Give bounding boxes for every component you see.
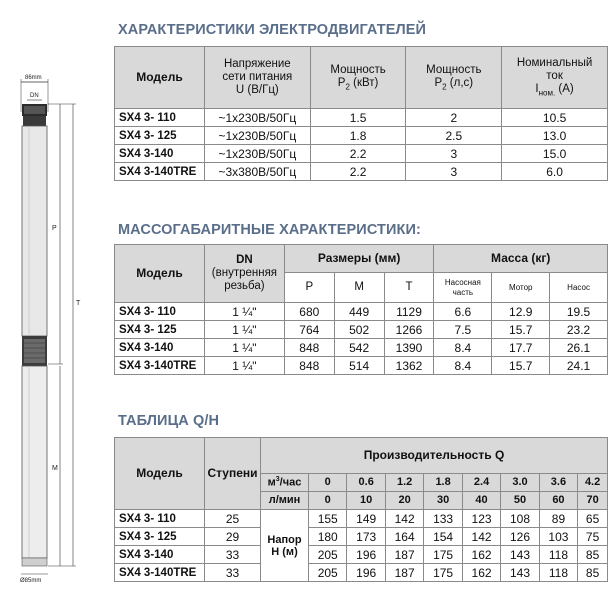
head-cell: 180 bbox=[309, 528, 347, 546]
bottom-width-label: Ø85mm bbox=[20, 578, 42, 584]
table-row bbox=[115, 546, 608, 564]
model-cell: SX4 3- 110 bbox=[115, 510, 205, 528]
voltage-cell: ~1x230В/50Гц bbox=[204, 109, 310, 127]
header-power-kw: Мощность $P_2$ (кВт) bbox=[310, 47, 406, 109]
head-cell: 196 bbox=[347, 546, 385, 564]
pump-part-cell: 7.5 bbox=[434, 321, 492, 339]
flow-lmin-cell: 10 bbox=[347, 492, 385, 510]
p-cell: 680 bbox=[284, 303, 334, 321]
pump-cell: 19.5 bbox=[550, 303, 608, 321]
stages-cell: 29 bbox=[205, 528, 261, 546]
t-cell: 1362 bbox=[384, 357, 434, 375]
model-cell: SX4 3- 125 bbox=[115, 321, 205, 339]
header-sizes: Размеры (мм) bbox=[284, 245, 434, 273]
model-cell: SX4 3- 110 bbox=[115, 109, 205, 127]
head-cell: 205 bbox=[309, 564, 347, 582]
dn-cell: 1 ¼" bbox=[204, 357, 284, 375]
voltage-cell: ~3x380В/50Гц bbox=[204, 163, 310, 181]
table-row bbox=[115, 528, 608, 546]
head-cell: 173 bbox=[347, 528, 385, 546]
p-cell: 848 bbox=[284, 357, 334, 375]
head-cell: 89 bbox=[539, 510, 577, 528]
table-row bbox=[115, 145, 608, 163]
voltage-cell: ~1x230В/50Гц bbox=[204, 127, 310, 145]
t-cell: 1266 bbox=[384, 321, 434, 339]
pump-part-cell: 6.6 bbox=[434, 303, 492, 321]
head-cell: 118 bbox=[539, 546, 577, 564]
head-cell: 133 bbox=[424, 510, 462, 528]
flow-lmin-cell: 20 bbox=[385, 492, 423, 510]
head-cell: 175 bbox=[424, 546, 462, 564]
table-row bbox=[115, 339, 608, 357]
flow-lmin-cell: 70 bbox=[578, 492, 608, 510]
flow-m3h-cell: 1.8 bbox=[424, 474, 462, 492]
pump-cell: 24.1 bbox=[550, 357, 608, 375]
head-cell: 205 bbox=[309, 546, 347, 564]
table-row bbox=[115, 303, 608, 321]
p-cell: 764 bbox=[284, 321, 334, 339]
head-cell: 154 bbox=[424, 528, 462, 546]
power-hp-cell: 3 bbox=[406, 145, 502, 163]
p-label: P bbox=[52, 225, 57, 232]
pump-dimension-drawing bbox=[0, 60, 110, 600]
qh-table bbox=[114, 437, 608, 582]
m-cell: 514 bbox=[334, 357, 384, 375]
flow-lmin-cell: 60 bbox=[539, 492, 577, 510]
model-cell: SX4 3-140 bbox=[115, 145, 205, 163]
pump-cell: 23.2 bbox=[550, 321, 608, 339]
motor-cell: 17.7 bbox=[492, 339, 550, 357]
model-cell: SX4 3- 125 bbox=[115, 127, 205, 145]
m-label: M bbox=[52, 465, 58, 472]
flow-m3h-cell: 0.6 bbox=[347, 474, 385, 492]
header-pump-part: Насосная часть bbox=[434, 273, 492, 303]
table-row bbox=[115, 564, 608, 582]
header-mass: Масса (кг) bbox=[434, 245, 608, 273]
head-cell: 85 bbox=[578, 546, 608, 564]
head-cell: 142 bbox=[385, 510, 423, 528]
head-cell: 155 bbox=[309, 510, 347, 528]
header-productivity: Производительность Q bbox=[261, 438, 608, 474]
head-cell: 85 bbox=[578, 564, 608, 582]
dn-cell: 1 ¼" bbox=[204, 339, 284, 357]
flow-m3h-cell: 1.2 bbox=[385, 474, 423, 492]
t-cell: 1129 bbox=[384, 303, 434, 321]
top-width-label: 86mm bbox=[25, 75, 42, 81]
m-cell: 502 bbox=[334, 321, 384, 339]
header-stages: Ступени bbox=[205, 438, 261, 510]
head-cell: 142 bbox=[462, 528, 500, 546]
head-cell: 75 bbox=[578, 528, 608, 546]
current-cell: 15.0 bbox=[502, 145, 608, 163]
header-m3h: $м^3$/час bbox=[261, 474, 309, 492]
head-cell: 103 bbox=[539, 528, 577, 546]
header-dn: DN (внутренняя резьба) bbox=[204, 245, 284, 303]
motor-cell: 15.7 bbox=[492, 321, 550, 339]
header-voltage: Напряжение сети питания U (В/Гц) bbox=[204, 47, 310, 109]
motor-specs-heading: ХАРАКТЕРИСТИКИ ЭЛЕКТРОДВИГАТЕЛЕЙ bbox=[118, 22, 427, 38]
qh-table-heading: ТАБЛИЦА Q/H bbox=[118, 413, 220, 429]
dimensions-weight-heading: МАССОГАБАРИТНЫЕ ХАРАКТЕРИСТИКИ: bbox=[118, 222, 421, 238]
header-lmin: л/мин bbox=[261, 492, 309, 510]
current-cell: 10.5 bbox=[502, 109, 608, 127]
flow-m3h-cell: 0 bbox=[309, 474, 347, 492]
flow-m3h-cell: 3.6 bbox=[539, 474, 577, 492]
head-cell: 123 bbox=[462, 510, 500, 528]
dn-cell: 1 ¼" bbox=[204, 303, 284, 321]
power-hp-cell: 2.5 bbox=[406, 127, 502, 145]
table-row bbox=[115, 127, 608, 145]
header-model: Модель bbox=[115, 245, 205, 303]
table-row bbox=[115, 163, 608, 181]
head-cell: 65 bbox=[578, 510, 608, 528]
table-row bbox=[115, 510, 608, 528]
power-kw-cell: 1.5 bbox=[310, 109, 406, 127]
model-cell: SX4 3- 110 bbox=[115, 303, 205, 321]
table-row bbox=[115, 357, 608, 375]
header-pump: Насос bbox=[550, 273, 608, 303]
pump-part-cell: 8.4 bbox=[434, 339, 492, 357]
power-kw-cell: 2.2 bbox=[310, 145, 406, 163]
dn-cell: 1 ¼" bbox=[204, 321, 284, 339]
motor-cell: 15.7 bbox=[492, 357, 550, 375]
current-cell: 6.0 bbox=[502, 163, 608, 181]
head-cell: 175 bbox=[424, 564, 462, 582]
head-cell: 187 bbox=[385, 564, 423, 582]
flow-lmin-cell: 30 bbox=[424, 492, 462, 510]
header-model: Модель bbox=[115, 47, 205, 109]
header-motor: Мотор bbox=[492, 273, 550, 303]
head-cell: 162 bbox=[462, 564, 500, 582]
model-cell: SX4 3- 125 bbox=[115, 528, 205, 546]
m-cell: 449 bbox=[334, 303, 384, 321]
flow-lmin-cell: 40 bbox=[462, 492, 500, 510]
flow-lmin-cell: 0 bbox=[309, 492, 347, 510]
header-t: T bbox=[384, 273, 434, 303]
head-cell: 118 bbox=[539, 564, 577, 582]
head-label: Напор Н (м) bbox=[261, 510, 309, 582]
header-power-hp: Мощность $P_2$ (л,с) bbox=[406, 47, 502, 109]
t-label: T bbox=[76, 300, 81, 307]
current-cell: 13.0 bbox=[502, 127, 608, 145]
head-cell: 143 bbox=[501, 546, 539, 564]
p-cell: 848 bbox=[284, 339, 334, 357]
head-cell: 164 bbox=[385, 528, 423, 546]
head-cell: 143 bbox=[501, 564, 539, 582]
head-cell: 126 bbox=[501, 528, 539, 546]
head-cell: 108 bbox=[501, 510, 539, 528]
t-cell: 1390 bbox=[384, 339, 434, 357]
table-row bbox=[115, 321, 608, 339]
dimensions-weight-table bbox=[114, 244, 608, 375]
model-cell: SX4 3-140TRE bbox=[115, 357, 205, 375]
power-kw-cell: 2.2 bbox=[310, 163, 406, 181]
model-cell: SX4 3-140 bbox=[115, 546, 205, 564]
m-cell: 542 bbox=[334, 339, 384, 357]
dn-label: DN bbox=[30, 93, 39, 99]
flow-m3h-cell: 2.4 bbox=[462, 474, 500, 492]
pump-part-cell: 8.4 bbox=[434, 357, 492, 375]
pump-cell: 26.1 bbox=[550, 339, 608, 357]
flow-m3h-cell: 3.0 bbox=[501, 474, 539, 492]
header-current: Номинальный ток $I_{ном.}$ (А) bbox=[502, 47, 608, 109]
model-cell: SX4 3-140TRE bbox=[115, 163, 205, 181]
power-kw-cell: 1.8 bbox=[310, 127, 406, 145]
voltage-cell: ~1x230В/50Гц bbox=[204, 145, 310, 163]
model-cell: SX4 3-140TRE bbox=[115, 564, 205, 582]
table-row bbox=[115, 109, 608, 127]
power-hp-cell: 2 bbox=[406, 109, 502, 127]
motor-cell: 12.9 bbox=[492, 303, 550, 321]
flow-m3h-cell: 4.2 bbox=[578, 474, 608, 492]
head-cell: 149 bbox=[347, 510, 385, 528]
stages-cell: 33 bbox=[205, 564, 261, 582]
head-cell: 187 bbox=[385, 546, 423, 564]
motor-specs-table bbox=[114, 46, 608, 181]
header-m: M bbox=[334, 273, 384, 303]
power-hp-cell: 3 bbox=[406, 163, 502, 181]
model-cell: SX4 3-140 bbox=[115, 339, 205, 357]
head-cell: 162 bbox=[462, 546, 500, 564]
header-model: Модель bbox=[115, 438, 205, 510]
stages-cell: 33 bbox=[205, 546, 261, 564]
head-cell: 196 bbox=[347, 564, 385, 582]
header-p: P bbox=[284, 273, 334, 303]
stages-cell: 25 bbox=[205, 510, 261, 528]
flow-lmin-cell: 50 bbox=[501, 492, 539, 510]
